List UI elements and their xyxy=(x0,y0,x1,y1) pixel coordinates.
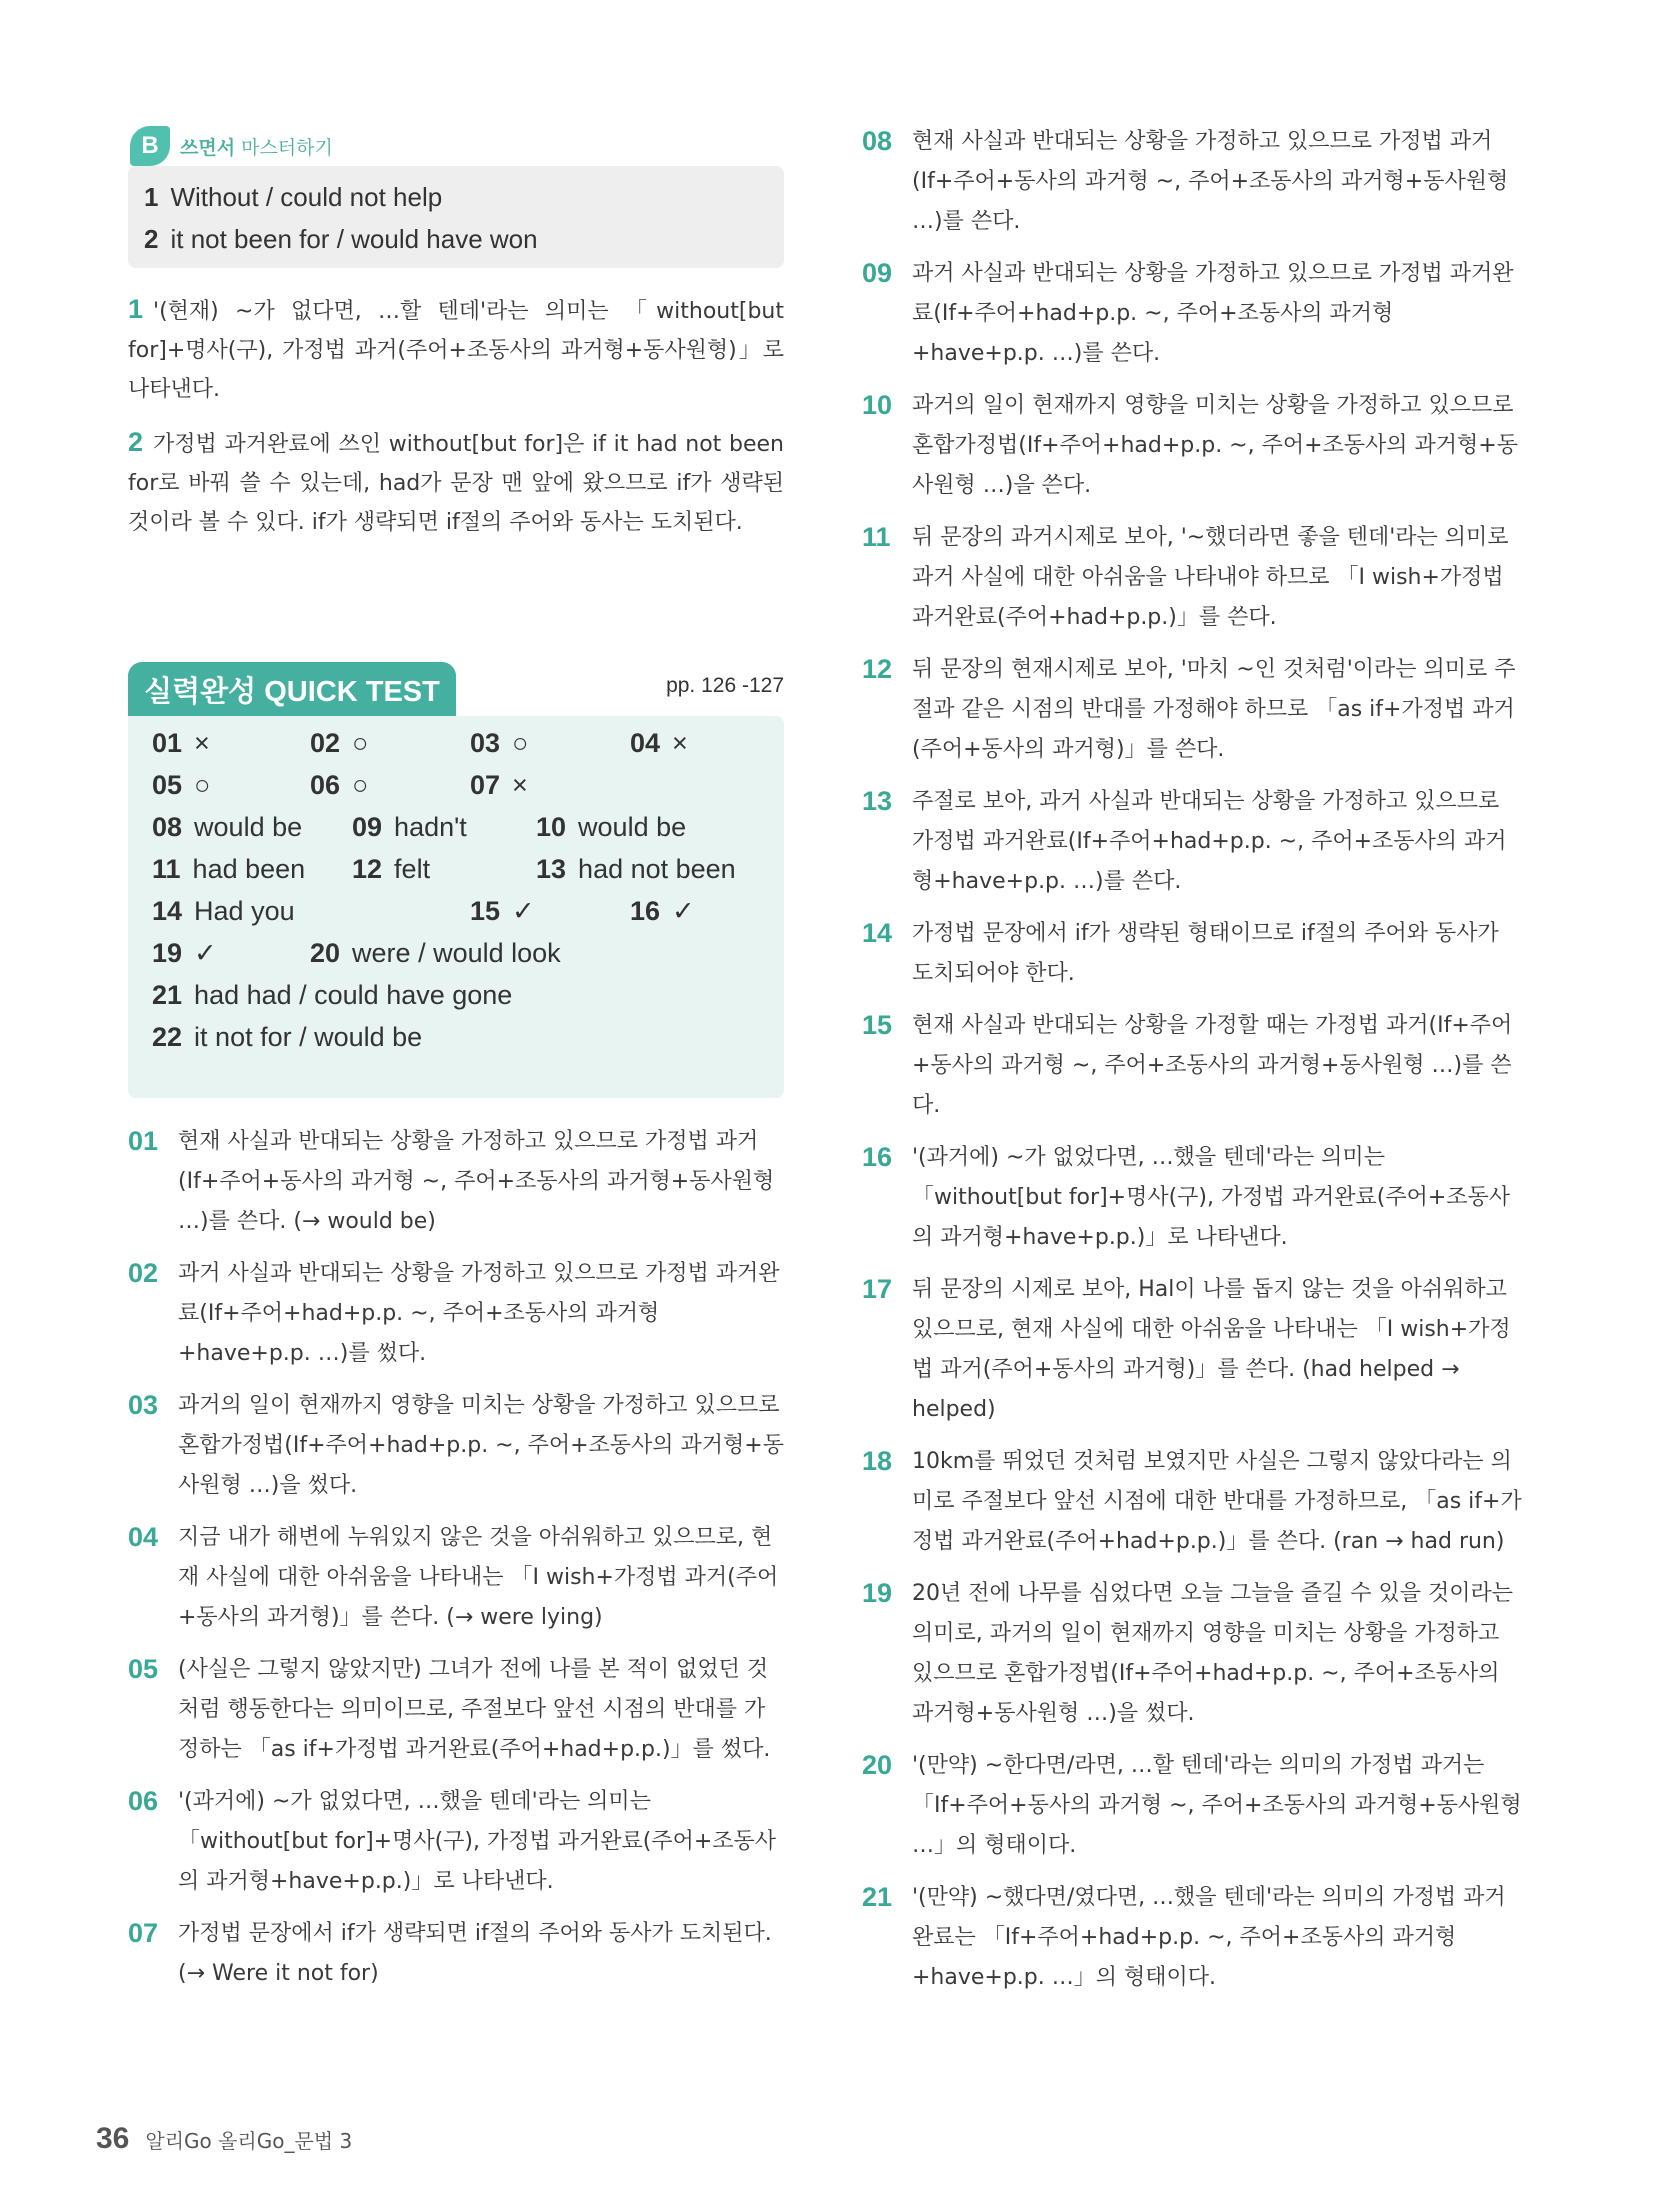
section-b-answer-box xyxy=(128,166,784,268)
qt-answer: 01 × xyxy=(152,728,210,758)
explanation-item: 06 '(과거에) ~가 없었다면, …했을 텐데'라는 의미는 「without[but for]+명사(구), 가정법 과거완료(주어+조동사의 과거형+have+p.p.)」로 나타낸다. xyxy=(128,1786,777,1894)
book-title: 알리Go 올리Go_문법 3 xyxy=(145,2129,353,2153)
qt-answer: 20 were / would look xyxy=(310,938,561,968)
qt-answer: 13 had not been xyxy=(536,854,736,884)
qt-answer: 21 had had / could have gone xyxy=(152,980,513,1010)
explanation-item: 05 (사실은 그렇지 않았지만) 그녀가 전에 나를 본 적이 없었던 것처럼 행동한다는 의미이므로, 주절보다 앞선 시점의 반대를 가정하는 「as if+가정법 과거완료(주어+had+p.p.)」를 썼다. xyxy=(128,1654,771,1762)
qt-answer: 02 ○ xyxy=(310,728,369,758)
explanation-item: 20 '(만약) ~한다면/라면, …할 텐데'라는 의미의 가정법 과거는 「If+주어+동사의 과거형 ~, 주어+조동사의 과거형+동사원형 …」의 형태이다. xyxy=(862,1750,1522,1858)
explanation-paragraph: 1 '(현재) ~가 없다면, …할 텐데'라는 의미는 「without[but for]+명사(구), 가정법 과거(주어+조동사의 과거형+동사원형)」로 나타낸다. xyxy=(128,294,784,402)
explanation-item: 11 뒤 문장의 과거시제로 보아, '~했더라면 좋을 텐데'라는 의미로 과거 사실에 대한 아쉬움을 나타내야 하므로 「I wish+가정법 과거완료(주어+had+p.p.)」를 쓴다. xyxy=(862,522,1509,630)
explanation-paragraph: 2 가정법 과거완료에 쓰인 without[but for]은 if it had not been for로 바꿔 쓸 수 있는데, had가 문장 맨 앞에 왔으므로 if가 생략된 것이라 볼 수 있다. if가 생략되면 if절의 주어와 동사는 도치된다. xyxy=(128,427,784,535)
explanation-item: 03 과거의 일이 현재까지 영향을 미치는 상황을 가정하고 있으므로 혼합가정법(If+주어+had+p.p. ~, 주어+조동사의 과거형+동사원형 …)을 썼다. xyxy=(128,1390,784,1498)
qt-answer: 03 ○ xyxy=(470,728,529,758)
qt-answer: 04 × xyxy=(630,728,688,758)
qt-answer: 07 × xyxy=(470,770,528,800)
section-b-explanations xyxy=(128,290,784,542)
explanation-item: 01 현재 사실과 반대되는 상황을 가정하고 있으므로 가정법 과거(If+주어+동사의 과거형 ~, 주어+조동사의 과거형+동사원형 …)를 쓴다. (→ would be) xyxy=(128,1126,775,1234)
explanation-item: 08 현재 사실과 반대되는 상황을 가정하고 있으므로 가정법 과거(If+주어+동사의 과거형 ~, 주어+조동사의 과거형+동사원형 …)를 쓴다. xyxy=(862,126,1509,234)
quick-test-title: 실력완성 QUICK TEST xyxy=(128,662,456,716)
explanation-item: 02 과거 사실과 반대되는 상황을 가정하고 있으므로 가정법 과거완료(If+주어+had+p.p. ~, 주어+조동사의 과거형+have+p.p. …)를 썼다. xyxy=(128,1258,780,1366)
explanation-item: 18 10km를 뛰었던 것처럼 보였지만 사실은 그렇지 않았다라는 의미로 주절보다 앞선 시점에 대한 반대를 가정하므로, 「as if+가정법 과거완료(주어+had+p.p.)」를 쓴다. (ran → had run) xyxy=(862,1446,1522,1554)
qt-answer: 11 had been xyxy=(152,854,306,884)
page-number: 36 xyxy=(96,2122,130,2155)
explanation-item: 15 현재 사실과 반대되는 상황을 가정할 때는 가정법 과거(If+주어+동사의 과거형 ~, 주어+조동사의 과거형+동사원형 …)를 쓴다. xyxy=(862,1010,1513,1118)
explanation-item: 14 가정법 문장에서 if가 생략된 형태이므로 if절의 주어와 동사가 도치되어야 한다. xyxy=(862,918,1499,986)
qt-answer: 12 felt xyxy=(352,854,431,884)
qt-answer: 19 ✓ xyxy=(152,938,217,968)
explanations-right xyxy=(862,122,1522,2010)
explanation-item: 17 뒤 문장의 시제로 보아, Hal이 나를 돕지 않는 것을 아쉬워하고 있으므로, 현재 사실에 대한 아쉬움을 나타내는 「I wish+가정법 과거(주어+동사의 과거형)」를 쓴다. (had helped → helped) xyxy=(862,1274,1511,1422)
qt-answer: 05 ○ xyxy=(152,770,211,800)
section-b xyxy=(128,126,784,556)
qt-answer: 10 would be xyxy=(536,812,687,842)
explanation-item: 04 지금 내가 해변에 누워있지 않은 것을 아쉬워하고 있으므로, 현재 사실에 대한 아쉬움을 나타내는 「I wish+가정법 과거(주어+동사의 과거형)」를 쓴다. (→ were lying) xyxy=(128,1522,779,1630)
qt-answer: 22 it not for / would be xyxy=(152,1022,423,1052)
quick-test-section xyxy=(128,662,784,1098)
explanation-item: 16 '(과거에) ~가 없었다면, …했을 텐데'라는 의미는 「without[but for]+명사(구), 가정법 과거완료(주어+조동사의 과거형+have+p.p.)」로 나타낸다. xyxy=(862,1142,1511,1250)
explanation-item: 07 가정법 문장에서 if가 생략되면 if절의 주어와 동사가 도치된다. (→ Were it not for) xyxy=(128,1918,772,1986)
section-b-title: 쓰면서 마스터하기 xyxy=(180,136,333,159)
qt-answer: 08 would be xyxy=(152,812,303,842)
quick-test-answer-box xyxy=(128,716,784,1098)
qt-answer: 06 ○ xyxy=(310,770,369,800)
qt-answer: 16 ✓ xyxy=(630,896,695,926)
explanation-item: 12 뒤 문장의 현재시제로 보아, '마치 ~인 것처럼'이라는 의미로 주절과 같은 시점의 반대를 가정해야 하므로 「as if+가정법 과거(주어+동사의 과거형)」를 쓴다. xyxy=(862,654,1516,762)
explanations-left xyxy=(128,1122,784,2006)
qt-answer: 15 ✓ xyxy=(470,896,535,926)
explanation-item: 13 주절로 보아, 과거 사실과 반대되는 상황을 가정하고 있으므로 가정법 과거완료(If+주어+had+p.p. ~, 주어+조동사의 과거형+have+p.p. …)를 쓴다. xyxy=(862,786,1507,894)
explanation-item: 09 과거 사실과 반대되는 상황을 가정하고 있으므로 가정법 과거완료(If+주어+had+p.p. ~, 주어+조동사의 과거형+have+p.p. …)를 쓴다. xyxy=(862,258,1514,366)
explanation-item: 19 20년 전에 나무를 심었다면 오늘 그늘을 즐길 수 있을 것이라는 의미로, 과거의 일이 현재까지 영향을 미치는 상황을 가정하고 있으므로 혼합가정법(If+주어+had+p.p. ~, 주어+조동사의 과거형+동사원형 …)을 썼다. xyxy=(862,1578,1513,1726)
page-footer xyxy=(96,2122,352,2156)
section-b-header xyxy=(130,126,784,166)
explanation-item: 21 '(만약) ~했다면/였다면, …했을 텐데'라는 의미의 가정법 과거완료는 「If+주어+had+p.p. ~, 주어+조동사의 과거형+have+p.p. …」의 형태이다. xyxy=(862,1882,1506,1990)
answer-row: 2 it not been for / would have won xyxy=(144,224,538,254)
qt-answer: 14 Had you xyxy=(152,896,295,926)
explanation-item: 10 과거의 일이 현재까지 영향을 미치는 상황을 가정하고 있으므로 혼합가정법(If+주어+had+p.p. ~, 주어+조동사의 과거형+동사원형 …)을 쓴다. xyxy=(862,390,1518,498)
qt-answer: 09 hadn't xyxy=(352,812,467,842)
answer-row: 1 Without / could not help xyxy=(144,182,443,212)
quick-test-pages: pp. 126 -127 xyxy=(666,674,784,697)
section-b-badge: B xyxy=(130,126,170,166)
